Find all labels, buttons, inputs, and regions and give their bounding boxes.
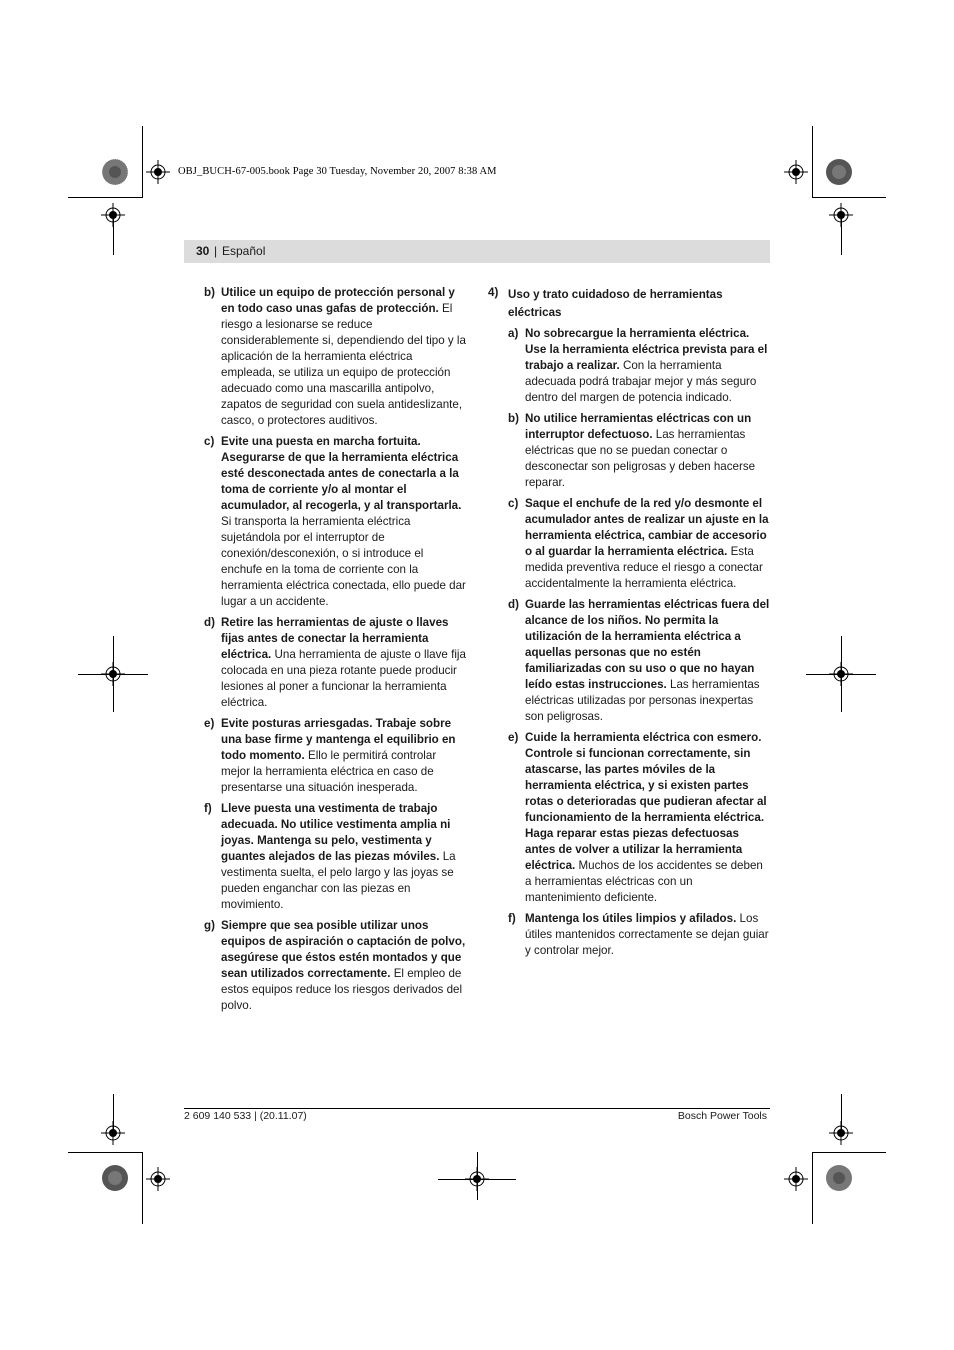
- item-bold-text: No sobrecargue la herramienta eléctrica. Use la herramienta eléctrica prevista para el trabajo a realizar.: [525, 327, 768, 372]
- item-text: El empleo de estos equipos reduce los riesgos derivados del polvo.: [221, 967, 463, 1012]
- print-info-line: OBJ_BUCH-67-005.book Page 30 Tuesday, November 20, 2007 8:38 AM: [178, 166, 497, 177]
- list-item: [508, 911, 770, 959]
- section-heading: [488, 285, 770, 321]
- item-bold-text: Utilice un equipo de protección personal y en todo caso unas gafas de protección.: [221, 286, 455, 315]
- section-title: Uso y trato cuidadoso de herramientas eléctricas: [508, 288, 723, 319]
- item-text: Ello le permitirá controlar mejor la herramienta eléctrica en caso de presentarse una situación inesperada.: [221, 749, 437, 794]
- registration-disc-icon: [101, 158, 129, 186]
- item-bold-text: Saque el enchufe de la red y/o desmonte el acumulador antes de realizar un ajuste en la herramienta eléctrica, cambiar de accesorio o al guardar la herramienta eléctrica.: [525, 497, 769, 558]
- registration-mark-icon: [784, 160, 808, 184]
- registration-mark-icon: [465, 1167, 489, 1191]
- registration-mark-icon: [784, 1167, 808, 1191]
- list-item: [204, 615, 466, 711]
- item-letter: f): [508, 912, 516, 925]
- list-item: [204, 801, 466, 913]
- item-text: Con la herramienta adecuada podrá trabajar mejor y más seguro dentro del margen de potencia indicado.: [525, 359, 757, 404]
- item-bold-text: Lleve puesta una vestimenta de trabajo adecuada. No utilice vestimenta amplia ni joyas. Mantenga su pelo, vestimenta y guantes alejados de las piezas móviles.: [221, 802, 451, 863]
- footer-document-number: 2 609 140 533 | (20.11.07): [184, 1110, 307, 1122]
- list-item: [508, 597, 770, 725]
- item-letter: d): [204, 616, 215, 629]
- registration-mark-icon: [146, 1167, 170, 1191]
- item-text: Las herramientas eléctricas que no se puedan conectar o desconectar son peligrosas y deben hacerse reparar.: [525, 428, 756, 489]
- item-bold-text: Mantenga los útiles limpios y afilados.: [525, 912, 737, 925]
- item-bold-text: Evite posturas arriesgadas. Trabaje sobre una base firme y mantenga el equilibrio en todo momento.: [221, 717, 456, 762]
- item-letter: e): [508, 731, 519, 744]
- item-bold-text: Guarde las herramientas eléctricas fuera del alcance de los niños. No permita la utilización de la herramienta eléctrica a aquellas personas que no estén familiarizadas con su uso o que no hayan leído estas instrucciones.: [525, 598, 770, 691]
- page-header: [184, 240, 770, 263]
- left-column: [204, 285, 466, 1019]
- item-bold-text: No utilice herramientas eléctricas con un interruptor defectuoso.: [525, 412, 752, 441]
- section-number: 4): [488, 286, 499, 299]
- registration-disc-icon: [825, 1164, 853, 1192]
- list-item: [204, 285, 466, 429]
- item-bold-text: Retire las herramientas de ajuste o llaves fijas antes de conectar la herramienta eléctrica.: [221, 616, 449, 661]
- item-text: Las herramientas eléctricas utilizadas por personas inexpertas son peligrosas.: [525, 678, 760, 723]
- item-text: Una herramienta de ajuste o llave fija colocada en una pieza rotante puede producir lesiones al poner a funcionar la herramienta eléctrica.: [221, 648, 466, 709]
- registration-mark-icon: [146, 160, 170, 184]
- item-letter: d): [508, 598, 519, 611]
- item-letter: b): [204, 286, 215, 299]
- registration-mark-icon: [101, 1121, 125, 1145]
- item-text: La vestimenta suelta, el pelo largo y las joyas se pueden enganchar con las piezas en movimiento.: [221, 850, 456, 911]
- item-letter: c): [204, 435, 215, 448]
- header-language: Español: [222, 244, 266, 258]
- list-item: [204, 434, 466, 610]
- registration-mark-icon: [829, 662, 853, 686]
- registration-mark-icon: [829, 1121, 853, 1145]
- list-item: [508, 496, 770, 592]
- footer-rule: [184, 1108, 770, 1109]
- right-column: [488, 285, 770, 964]
- item-letter: b): [508, 412, 519, 425]
- item-text: El riesgo a lesionarse se reduce considerablemente si, dependiendo del tipo y la aplicación de la herramienta eléctrica empleada, se utiliza un equipo de protección adecuado como una mascarilla antipolvo, zapatos de seguridad con suela antideslizante, casco, o protectores auditivos.: [221, 302, 466, 427]
- item-letter: a): [508, 327, 519, 340]
- item-text: Si transporta la herramienta eléctrica sujetándola por el interruptor de conexión/desconexión, o si introduce el enchufe en la toma de corriente con la herramienta eléctrica conectada, ello puede dar lugar a un accidente.: [221, 515, 466, 608]
- item-letter: f): [204, 802, 212, 815]
- footer-brand: Bosch Power Tools: [677, 1110, 767, 1122]
- item-bold-text: Evite una puesta en marcha fortuita. Asegurarse de que la herramienta eléctrica esté desconectada antes de conectarla a la toma de corriente y/o al montar el acumulador, al recogerla, y al transportarla.: [221, 435, 462, 512]
- page-number: 30: [196, 244, 210, 258]
- list-item: [204, 918, 466, 1014]
- item-bold-text: Siempre que sea posible utilizar unos equipos de aspiración o captación de polvo, asegúrese que éstos estén montados y que sean utilizados correctamente.: [221, 919, 466, 980]
- item-text: Los útiles mantenidos correctamente se dejan guiar y controlar mejor.: [525, 912, 769, 957]
- registration-disc-icon: [825, 158, 853, 186]
- registration-mark-icon: [101, 662, 125, 686]
- list-item: [508, 730, 770, 906]
- list-item: [508, 411, 770, 491]
- item-text: Esta medida preventiva reduce el riesgo a conectar accidentalmente la herramienta eléctrica.: [525, 545, 763, 590]
- registration-disc-icon: [101, 1164, 129, 1192]
- item-letter: e): [204, 717, 215, 730]
- list-item: [508, 326, 770, 406]
- item-bold-text: Cuide la herramienta eléctrica con esmero. Controle si funcionan correctamente, sin atascarse, las partes móviles de la herramienta eléctrica, y si existen partes rotas o deterioradas que pudieran afectar al funcionamiento de la herramienta eléctrica. Haga reparar estas piezas defectuosas antes de volver a utilizar la herramienta eléctrica.: [525, 731, 767, 872]
- item-letter: c): [508, 497, 519, 510]
- list-item: [204, 716, 466, 796]
- item-text: Muchos de los accidentes se deben a herramientas eléctricas con un mantenimiento deficiente.: [525, 859, 763, 904]
- header-separator: |: [214, 244, 218, 258]
- item-letter: g): [204, 919, 215, 932]
